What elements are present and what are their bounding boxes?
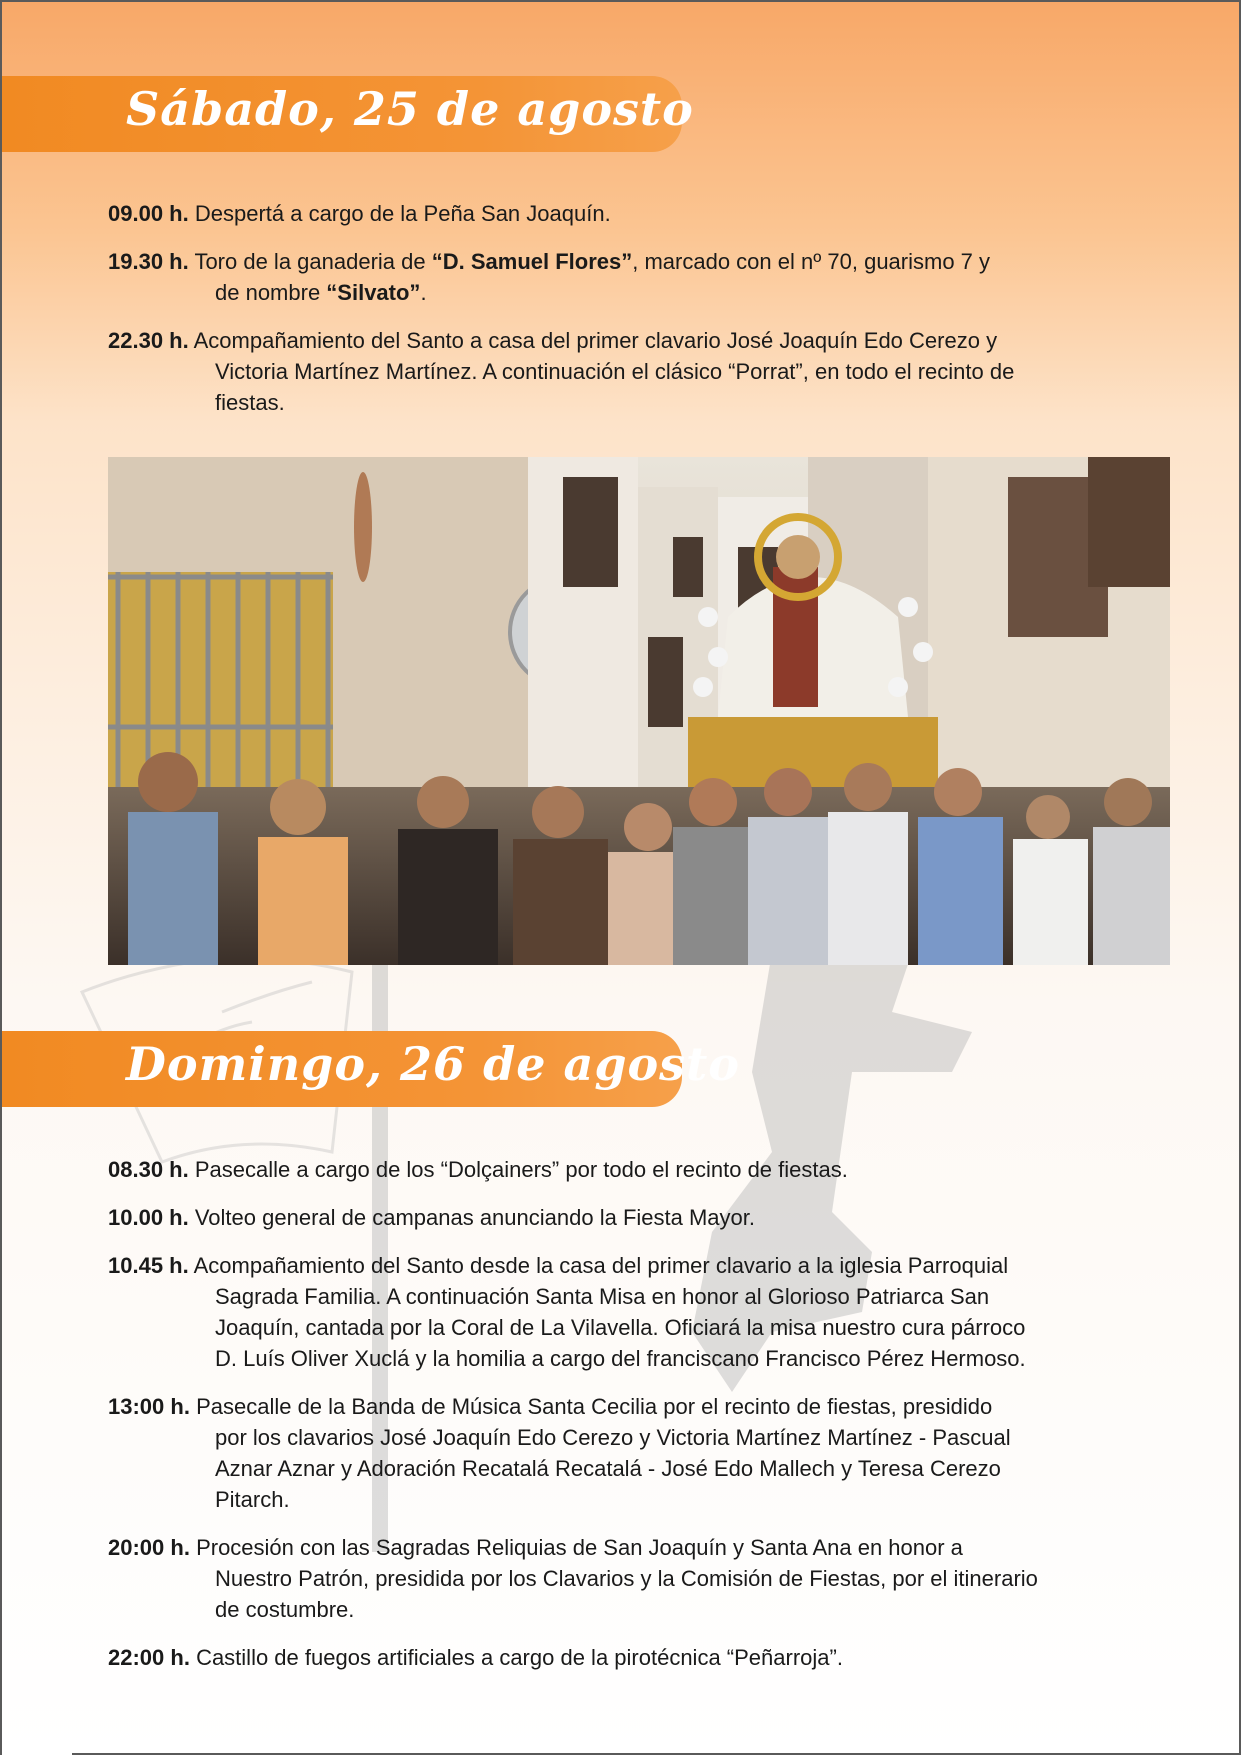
entry-text: Despertá a cargo de la Peña San Joaquín.: [194, 201, 611, 226]
sunday-title: Domingo, 26 de agosto: [126, 1037, 740, 1091]
entry-text: Pasecalle a cargo de los “Dolçainers” por todo el recinto de fiestas.: [194, 1157, 848, 1182]
entry-text: D. Luís Oliver Xuclá y la homilia a cargo del franciscano Francisco Pérez Hermoso.: [215, 1346, 1026, 1371]
entry-text: Victoria Martínez Martínez. A continuación el clásico “Porrat”, en todo el recinto de: [215, 359, 1015, 384]
entry-time: 13:00 h.: [108, 1394, 190, 1419]
entry-text: de nombre: [215, 280, 327, 305]
entry-text: fiestas.: [215, 390, 285, 415]
schedule-entry: [108, 1154, 1170, 1185]
sunday-banner: [2, 1031, 740, 1107]
entry-text: Toro de la ganaderia de: [194, 249, 432, 274]
entry-text: por los clavarios José Joaquín Edo Cerezo y Victoria Martínez Martínez - Pascual: [215, 1425, 1011, 1450]
entry-text: .: [420, 280, 427, 305]
entry-text: Nuestro Patrón, presidida por los Clavarios y la Comisión de Fiestas, por el itinerario: [215, 1566, 1038, 1591]
entry-text: Sagrada Familia. A continuación Santa Misa en honor al Glorioso Patriarca San: [215, 1284, 990, 1309]
ganaderia-name: “D. Samuel Flores”: [431, 249, 633, 274]
sunday-schedule: [108, 1154, 1170, 1690]
entry-time: 10.00 h.: [108, 1205, 189, 1230]
entry-text: de costumbre.: [215, 1597, 355, 1622]
entry-text: Acompañamiento del Santo a casa del primer clavario José Joaquín Edo Cerezo y: [193, 328, 998, 353]
entry-time: 08.30 h.: [108, 1157, 189, 1182]
entry-text: Joaquín, cantada por la Coral de La Vilavella. Oficiará la misa nuestro cura párroco: [215, 1315, 1026, 1340]
procession-photo: [108, 457, 1170, 965]
schedule-entry: [108, 1642, 1170, 1673]
entry-time: 09.00 h.: [108, 201, 189, 226]
entry-time: 10.45 h.: [108, 1253, 189, 1278]
entry-text: Acompañamiento del Santo desde la casa del primer clavario a la iglesia Parroquial: [193, 1253, 1009, 1278]
saturday-title: Sábado, 25 de agosto: [126, 82, 694, 136]
saturday-banner: [2, 76, 694, 152]
entry-text: Procesión con las Sagradas Reliquias de San Joaquín y Santa Ana en honor a: [196, 1535, 963, 1560]
entry-text: , marcado con el nº 70, guarismo 7 y: [632, 249, 991, 274]
schedule-entry: [108, 1202, 1170, 1233]
entry-time: 22.30 h.: [108, 328, 189, 353]
schedule-entry: [108, 1250, 1170, 1374]
entry-text: Volteo general de campanas anunciando la Fiesta Mayor.: [194, 1205, 755, 1230]
entry-time: 20:00 h.: [108, 1535, 190, 1560]
schedule-entry: [108, 325, 1170, 418]
entry-text: Pasecalle de la Banda de Música Santa Cecilia por el recinto de fiestas, presidido: [196, 1394, 993, 1419]
schedule-entry: [108, 246, 1170, 308]
entry-text: Castillo de fuegos artificiales a cargo de la pirotécnica “Peñarroja”.: [196, 1645, 843, 1670]
entry-time: 19.30 h.: [108, 249, 189, 274]
entry-text: Pitarch.: [215, 1487, 290, 1512]
entry-text: Aznar Aznar y Adoración Recatalá Recatalá - José Edo Mallech y Teresa Cerezo: [215, 1456, 1001, 1481]
schedule-entry: [108, 1391, 1170, 1515]
bull-name: “Silvato”: [326, 280, 421, 305]
schedule-entry: [108, 198, 1170, 229]
entry-time: 22:00 h.: [108, 1645, 190, 1670]
schedule-entry: [108, 1532, 1170, 1625]
saturday-schedule: [108, 198, 1170, 435]
